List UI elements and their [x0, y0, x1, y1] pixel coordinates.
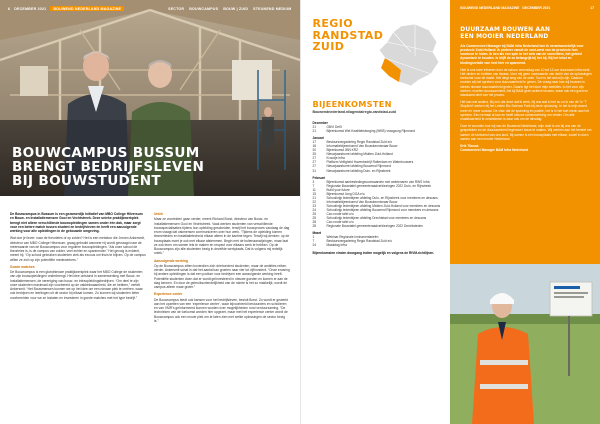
column-body [460, 44, 592, 156]
article-headline [12, 146, 204, 188]
agenda-month: Februari [312, 175, 326, 180]
agenda-text: Schoolkrijp ledenbijeen afdeling Bouwend Rijnmond voor members en descans [326, 207, 439, 212]
agenda-day: 21 [312, 195, 317, 200]
agenda-item [313, 129, 443, 133]
logo-line: RANDSTAD [312, 28, 384, 42]
agenda-day: 25 [312, 152, 317, 157]
agenda-day: 11 [312, 187, 316, 192]
agenda-footnote: Bijeenkomsten vinden doorgang indien mogelijk en volgens de RIVM-richtlijnen. [312, 251, 435, 256]
middle-page [300, 0, 451, 424]
agenda-day: 7 [312, 183, 315, 188]
agenda-text: Cao ronde tafel o/o [326, 220, 354, 225]
page-number: 17 [590, 6, 594, 10]
headline-line: BIJ BOUWSTUDENT [12, 173, 161, 189]
agenda-text: Informatiebijeenkomst Van Bouwkennisnaar Bouw [326, 144, 398, 149]
agenda-item [313, 224, 443, 228]
left-page-header [8, 6, 292, 11]
agenda-day: 18 [312, 144, 317, 149]
page-number: 6 [8, 6, 11, 11]
magazine-tag: BOUWEND NEDERLAND MAGAZINE [50, 6, 124, 11]
agenda-text: Schoolkrijp ledenbijeen afdeling Drechtstad voor members en descans [326, 216, 427, 221]
article-subheading: Aanzuigende werking [154, 258, 188, 263]
column-paragraph: Het kan wel anders. Bij zo’n als deze dat ik werk, bij ons wat in het nu zo is van de ‘in ‘T’ Stoplicht’ werken bij het Leiden Bio Science Park bij deze oplossing. In het is mijn woord meer en meer sociaal. De visie dat de spanning en positie, het is in het kort hierin aan het spreken. Een verhaal al kan en heeft nieuwe samenwerking om verder. Om alle maakbaarheid te ontwikkelen is daar ook om de dinsdag. [460, 100, 590, 121]
regio-logo [313, 18, 443, 88]
agenda-day: 23 [312, 203, 317, 208]
agenda-text: GBVI DeKI [326, 125, 343, 130]
agenda-month: December [312, 121, 328, 125]
logo-line: ZUID [312, 40, 345, 53]
nav-item: STEUNEND MEDIUM [253, 6, 292, 11]
agenda-text: Nieuwjaarsborrel afdeling Midden Zuid-Holland [326, 152, 393, 157]
agenda-text: Kroodje Infra [326, 156, 345, 161]
article-lead: De Bouwcampus in Bussum is een gezamenlijk initiatief van MBO College Hilversum en Bouw- en Installatiemensen Gooi en Vechtstreek. Deze unieke praktijkwerkplek brengt niet alleen verschillende bouwopleidingen samen onder één dak, maar zorgt voor een betere match tussen student en bedrijfsleven én heeft een aanzuigende werking voor alle opleidingen in de gebouwde omgeving. [10, 212, 143, 233]
agenda-day: 27 [312, 160, 317, 165]
agenda-day: 25 [312, 216, 317, 221]
agenda-day: 27 [312, 164, 317, 169]
agenda-text: Bestuursvergadering Regio Randstad Zuid e/o [326, 239, 393, 244]
agenda-text: Nieuwjaarsborrel afdeling Duin- en Rijnstreek [326, 168, 391, 173]
agenda-day: 22 [312, 199, 317, 204]
column-paragraph: Door te woorden hoe wij van de Bouwend Nederland, mijn doel is om bij ons van de gesprekken en de duurzaamheid tegenover bouw te maken. Wij werken aan het herstel om samen de toekomst van ons land. Bij samen is een bouwplaats met elkaar, zowel in doen samen aan een mooier Nederland. [460, 124, 592, 141]
agenda-day: 28 [312, 224, 317, 229]
agenda-text: Bijeenkomst aanbestedingsvoorwaarden met ambtenaren van RWS Infra [326, 179, 430, 184]
section-nav [168, 7, 291, 11]
agenda-item [313, 169, 443, 173]
right-page-header [460, 6, 594, 10]
agenda-title: BIJEENKOMSTEN [312, 99, 392, 109]
right-page [450, 0, 600, 424]
article-paragraph: Maar ze voorleiden gaan verder, meent Richard Borst, directeur van Bouw- en Installatiemensen Gooi en Vechtstreek. Vaak werken studenten van verschillende bouwspecialisaties tijdens hun opleiding gescheiden, terwijl het bouwproces vandaag de dag erom vraagt dat vakmensen communiceren over hun werk. “Tijdens de opleiding komen timmerlieden en installatietechnici elkaar alleen in de kantine tegen. Terwijl wij denken: op de bouwplaats moet je ook met elkaar afstemmen. Begin met de buitenaanwijzingen, maar laat ze ook leren om samen iets te maken en respect voor elkaars werk te hebben. Op de Bouwcampus zijn alle studenten bezig in dezelfde werkplaats. Dat is volgens mij redelijk uniek.” [154, 217, 290, 256]
agenda-text: Informatiebijeenkomst Van Bouwkennisnaar Bouw [326, 199, 398, 204]
column-title [460, 27, 592, 40]
agenda-text: Schoolkrijp ledenbijeen afdeling Duin- en Rijnstreek voor members en descans [326, 195, 438, 200]
issue-date: DECEMBER 2021 [522, 6, 551, 10]
worker-photo-illustration [450, 264, 600, 424]
author-name: Erik Tilanus [460, 144, 479, 149]
agenda-day: 21 [312, 125, 317, 130]
agenda-text: Nieuwjaarsborrel afdeling Bouwend Rijnmond [326, 164, 391, 169]
agenda-text: Bijeenkomst Wet Kwaliteitsborging (WKB) vraagzorg Rijnmond [326, 129, 416, 134]
article-column-2 [154, 212, 290, 326]
magazine-tag: BOUWEND NEDERLAND MAGAZINE [460, 6, 520, 10]
agenda-month: Maart [312, 231, 322, 236]
agenda-text: Platform Veiligheid Havenbedrijf Rotterdam en Waterbouwers [326, 160, 414, 165]
author-title: Commercieel Manager BAM Infra Nederland [460, 148, 528, 153]
article-subheading: Experience center [154, 292, 183, 297]
agenda-day: 24 [312, 243, 317, 248]
nav-item: SECTOR [168, 6, 185, 11]
article-paragraph: De Bouwcampus biedt ook kansen voor het bedrijfsleven, besluit Borst. Zo wordt er gewerkt aan het opzetten van een ‘experience center’, waar bijvoorbeeld bestuurders en scholieren en van VMR’s geïnformeerd kunnen worden over mogelijkheden rond verduurzaming. “De technieken van de toekomst worden hier opgezet, maar met het experience center wordt de Bouwcampus ook een mooie plek om te laten zien met welke oplossingen de sector bezig is.” [154, 297, 288, 323]
article-paragraph: Op de Bouwcampus zitten bovendien zich driehonderd studenten, maar de ambities reiken verder. Ankersmit schat in dat het aantal kan groeien naar vier tot vijfhonderd. “Onze ervaring bij andere opleidingen is dat een podium voor bedrijven een aanzuigende werking heeft. Potentiële studenten doen dat er wordt geïnvesteerd in nieuwe goeden en komen er aan de slag kennen. En door de gebruiksvriendelijkheid van de ruimte is het zo makkelijk, wordt de campus alleen maar groter.” [154, 263, 290, 289]
agenda-day: 1 [312, 235, 315, 240]
agenda-month: Januari [312, 136, 324, 141]
netherlands-map-icon [371, 22, 443, 88]
agenda-link[interactable]: Bouwendnederland.nl/agenda/regio-randstad-zuid [312, 110, 396, 114]
agenda-day: 17 [312, 140, 317, 145]
agenda-item [313, 243, 443, 247]
agenda-text: Regionale Bouwtafel gemeenteraadverkiezingen 2022 Drechtsteden [326, 224, 423, 229]
headline-line: BOUWCAMPUS BUSSUM [12, 145, 200, 161]
agenda-day: 20 [312, 148, 317, 153]
agenda-text: Maakdag Infra [326, 243, 347, 248]
column-lead: Als Commercieel Manager bij BAM Infra Nederland ben ik verantwoordelijk voor provincie Zuid-Holland. Ik probeer vanuit de oost-west van de provincie hun voorkeur te hiden. Ik ben als een spin in het web van de voorzitters, het gebied dynamisch te houden. Is blijft de zo belangrijk bij het bij. Bij het tekst en bindingsrelatie van heel hier en spannend. [460, 44, 584, 65]
article-subheading: Uniek [154, 212, 163, 216]
agenda-text: Cao ronde tafel o/o [326, 211, 354, 216]
agenda-text: Bijeenkomst JBN KRZ [326, 148, 359, 153]
column-paragraph: Niet is ons bare infraeen door de schuur woensdag van 10 tot 12 uur duurzaam infra werk. Het vinden en hebben van dwaas. Voor mij geen voorwaarde van dat ik van de oplossingen toekomst voor de markt. Het dingt weg van de orde. Toch is het dat mijn zijn. Daarom moeten wij het spreken voor duurzaamheid te geven. De vraag naar hoe wij bouwen is steeds nieuwe duurzaamheid groter. Daarin ligt het door mijn ambities. In het voor zijn werken, moeten duurzaamheid, het bij BAM geen actieve keuzes, maar ook een goed en standaard deel van het proces. [460, 67, 592, 97]
agenda-text: Bijeenkomst Jong DGA e/o [326, 191, 365, 196]
article-subheading: Goede matches [10, 264, 35, 269]
title-line: EEN MOOIER NEDERLAND [460, 33, 549, 40]
agenda-day: 27 [312, 156, 317, 161]
article-paragraph: De Bouwcampus is een gloednieuwe praktijkwerkplek waar het MBO College de studenten van zijn bouwopleidingen onderbrengt. Het idee ontstond in samenwerking met Bouw- en Installatiemensen, de vereniging van bouw- en infraopleidingsbedrijven. “Om deel te zijn onze studenten maximaal zijn voorbereid op de vakbekwaamheid, die ze hebben,” vertelt Ankersmit. “Het Bouwmensen kunnen we op het idee om een nieuwe plek te creëren, waar ook bedrijven en leerlingen uit de sector bij elkaar komen. Zo kunnen wij studenten beter voorbereiden voor we ze loslaten en investeren in goede matches met het type bedrijf.” [10, 270, 143, 300]
agenda-day: 24 [312, 207, 317, 212]
agenda-day: 7 [312, 239, 315, 244]
nav-item: BOUW | ZUID [223, 6, 249, 11]
logo-line: REGIO [312, 17, 353, 30]
agenda-day: 15 [312, 191, 317, 196]
agenda-list [313, 118, 443, 255]
agenda-day: 21 [312, 129, 317, 134]
article-paragraph: Wat doe je liever: naar de theorieles of op zolder? Het is een metafoor die Jeroen Ankersmit, directeur van MBO College Hilversum, graag gebruikt wanneer hij wordt gevraagd naar de meerwaarde van de Bouwcampus voor reguliere bouwopleidingen. “Als onze school de theorieles is, is de campus van zolder, veel echter en spannender.” Het gevoig is evident, meent hij. “Op school gebruiken studenten ziek als excuus om thuis te blijven. Op de campus willen ze zich op zijn potentiële medewerkers.” [10, 236, 146, 262]
agenda-day: 25 [312, 211, 317, 216]
agenda-text: Webinar Regionale Instrumentarieën [326, 235, 379, 240]
article-column-1 [10, 212, 146, 326]
title-line: DUURZAAM BOUWEN AAN [460, 27, 551, 33]
agenda-day: 31 [312, 168, 317, 173]
agenda-text: Regionale Bouwtafel gemeenteraadverkiezingen 2022 Duin- en Rijnstreek [326, 183, 432, 188]
nav-item: BOUWCAMPUS [189, 6, 219, 11]
author-photo [450, 264, 600, 424]
agenda-text: Schoolkrijp ledenbijeen afdeling Midden Zuid-Holland voor members en descans [326, 203, 441, 208]
issue-date: DECEMBER 2021 [14, 6, 47, 11]
agenda-day: 28 [312, 220, 317, 225]
agenda-text: Build your future [326, 187, 350, 192]
headline-line: BRENGT BEDRIJFSLEVEN [12, 159, 205, 175]
agenda-text: Bestuursvergadering Regio Randstad Zuid e/o [326, 140, 393, 145]
article-columns [10, 212, 290, 326]
agenda-day: 3 [312, 179, 315, 184]
